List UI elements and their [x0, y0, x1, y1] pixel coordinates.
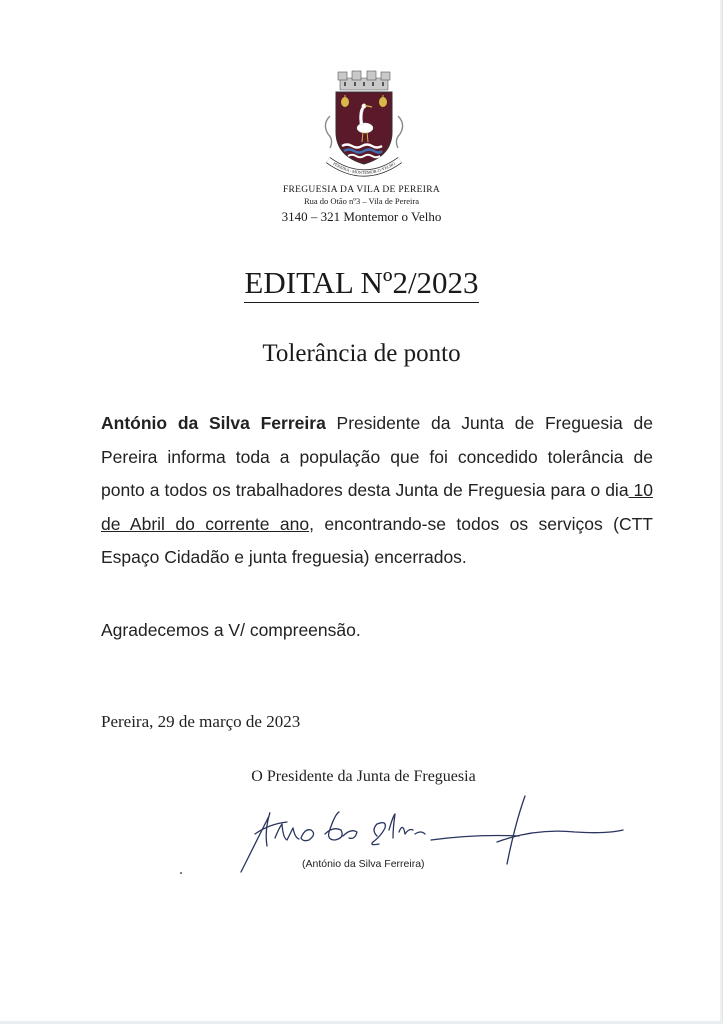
place-and-date: Pereira, 29 de março de 2023 — [101, 712, 301, 731]
crest-banner-text: PEREIRA - MONTEMOR-O-VELHO — [332, 160, 396, 175]
notice-author: António da Silva Ferreira — [101, 413, 326, 433]
scan-speck — [180, 872, 182, 874]
handwritten-signature-icon — [235, 794, 625, 884]
president-label: O Presidente da Junta de Freguesia — [251, 768, 476, 785]
notice-date: 10 de Abril do corrente ano — [101, 480, 654, 534]
coat-of-arms-icon — [316, 70, 412, 180]
organization-postal: 3140 – 321 Montemor o Velho — [281, 209, 442, 224]
notice-thanks: Agradecemos a V/ compreensão. — [101, 620, 361, 640]
notice-title — [0, 265, 723, 303]
signer-name: (António da Silva Ferreira) — [302, 858, 425, 870]
notice-title-text: EDITAL Nº2/2023 — [244, 265, 478, 303]
notice-body — [101, 407, 653, 575]
organization-street: Rua do Otão nº3 – Vila de Pereira — [303, 196, 420, 206]
notice-body-part2: , encontrando-se todos os serviços (CTT Espaço Cidadão e junta freguesia) encerrados. — [101, 513, 653, 567]
organization-header — [0, 184, 723, 225]
notice-body-part1: Presidente da Junta de Freguesia de Pereira informa toda a população que foi concedido tolerância de ponto a todos os trabalhadores desta Junta de Freguesia para o dia — [101, 413, 653, 500]
notice-subtitle: Tolerância de ponto — [262, 340, 461, 367]
organization-name: FREGUESIA DA VILA DE PEREIRA — [282, 185, 441, 195]
